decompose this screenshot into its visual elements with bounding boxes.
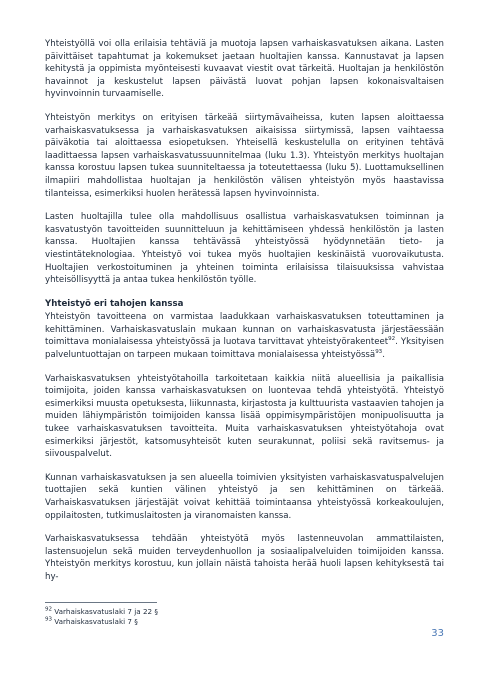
intro-text-part1: Yhteistyön tavoitteena on varmistaa laadukkaan varhaiskasvatuksen toteuttaminen ja kehittäminen. Varhaiskasvatuslain mukaan kunnan on varhaiskasvatusta järjestäessään toimittava monialaisessa yhteistyössä ja luotava tarvittavat yhteistyörakenteet [45,312,444,348]
footnotes [45,602,445,627]
footnote-93 [45,617,445,627]
section-intro-paragraph [45,311,444,361]
footnote-ref-93[interactable]: 93 [375,349,383,356]
footnote-number: 92 [45,606,52,613]
paragraph-3: Lasten huoltajilla tulee olla mahdollisuus osallistua varhaiskasvatuksen toiminnan ja kasvatustyön tavoitteiden suunnitteluun ja kehittämiseen yhdessä henkilöstön ja lasten kanssa. Huoltajien kanssa tehtävässä yhteistyössä hyödynnetään tieto- ja viestintäteknologiaa. Yhteistyö voi tukea myös huoltajien keskinäistä vuorovaikutusta. Huoltajien verkostoituminen ja yhteinen toiminta erilaisissa tilaisuuksissa vahvistaa yhteisöllisyyttä ja antaa tukea henkilöstön työlle. [45,212,444,286]
intro-text-part2: . Yksityisen palveluntuottajan on tarpeen mukaan toimittava monialaisessa yhteistyössä [45,337,444,361]
section-paragraph-2: Varhaiskasvatuksen yhteistyötahoilla tarkoitetaan kaikkia niitä alueellisia ja paikallisia toimijoita, joiden kanssa varhaiskasvatuksen on luontevaa tehdä yhteistyötä. Yhteistyö esimerkiksi muusta opetuksesta, liikunnasta, kirjastosta ja kulttuurista vastaavien tahojen ja muiden lähiympäristön toimijoiden kanssa lisää oppimisympäristöjen monipuolisuutta ja tukee varhaiskasvatuksen tavoitteita. Muita varhaiskasvatuksen yhteistyötahoja ovat esimerkiksi järjestöt, katsomusyhteisöt kuten seurakunnat, poliisi sekä ravitsemus- ja siivouspalvelut. [45,373,444,460]
footnote-divider [45,602,157,603]
intro-text-part3: . [382,350,385,361]
page-number: 33 [431,628,444,639]
footnote-92 [45,607,445,617]
paragraph-2: Yhteistyön merkitys on erityisen tärkeää siirtymävaiheissa, kuten lapsen aloittaessa varhaiskasvatuksessa ja varhaiskasvatuksen aikaisissa siirtymissä, lapsen vaihtaessa päiväkotia tai aloittaessa esiopetuksen. Yhteisellä keskustelulla on erityinen tehtävä laadittaessa lapsen varhaiskasvatussuunnitelmaa (luku 1.3). Yhteistyön merkitys huoltajan kanssa korostuu lapsen tukea suunniteltaessa ja toteutettaessa (luku 5). Luottamuksellinen ilmapiiri mahdollistaa huoltajan ja henkilöstön välisen yhteistyön myös haastavissa tilanteissa, esimerkiksi huolen herätessä lapsen hyvinvoinnista. [45,112,444,199]
footnote-text: Varhaiskasvatuslaki 7 § [54,617,138,626]
section-paragraph-4: Varhaiskasvatuksessa tehdään yhteistyötä myös lastenneuvolan ammattilaisten, lastensuojelun sekä muiden terveydenhuollon ja sosiaalipalveluiden toimijoiden kanssa. Yhteistyön merkitys korostuu, kun jollain näistä tahoista herää huoli lapsen kehityksestä tai hy- [45,534,444,582]
section-paragraph-3: Kunnan varhaiskasvatuksen ja sen alueella toimivien yksityisten varhaiskasvatuspalvelujen tuottajien sekä kuntien välinen yhteistyö ja sen kehittäminen on tärkeää. Varhaiskasvatuksen järjestäjät voivat kehittää toimintaansa yhteistyössä korkeakoulujen, oppilaitosten, tutkimuslaitosten ja viranomaisten kanssa. [45,472,444,521]
footnote-number: 93 [45,616,52,623]
body-text [45,38,444,584]
section-heading: Yhteistyö eri tahojen kanssa [45,298,184,309]
footnote-text: Varhaiskasvatuslaki 7 ja 22 § [54,607,158,616]
footnote-ref-92[interactable]: 92 [388,336,396,343]
paragraph-1: Yhteistyöllä voi olla erilaisia tehtäviä ja muotoja lapsen varhaiskasvatuksen aikana. Lasten päivittäiset tapahtumat ja kokemukset jaetaan huoltajien kanssa. Kannustavat ja lapsen kehitystä ja oppimista myönteisesti kuvaavat viestit ovat tärkeitä. Huoltajan ja henkilöstön havainnot ja keskustelut lapsen päivästä luovat pohjan lapsen kokonaisvaltaisen hyvinvoinnin turvaamiselle. [45,39,444,100]
